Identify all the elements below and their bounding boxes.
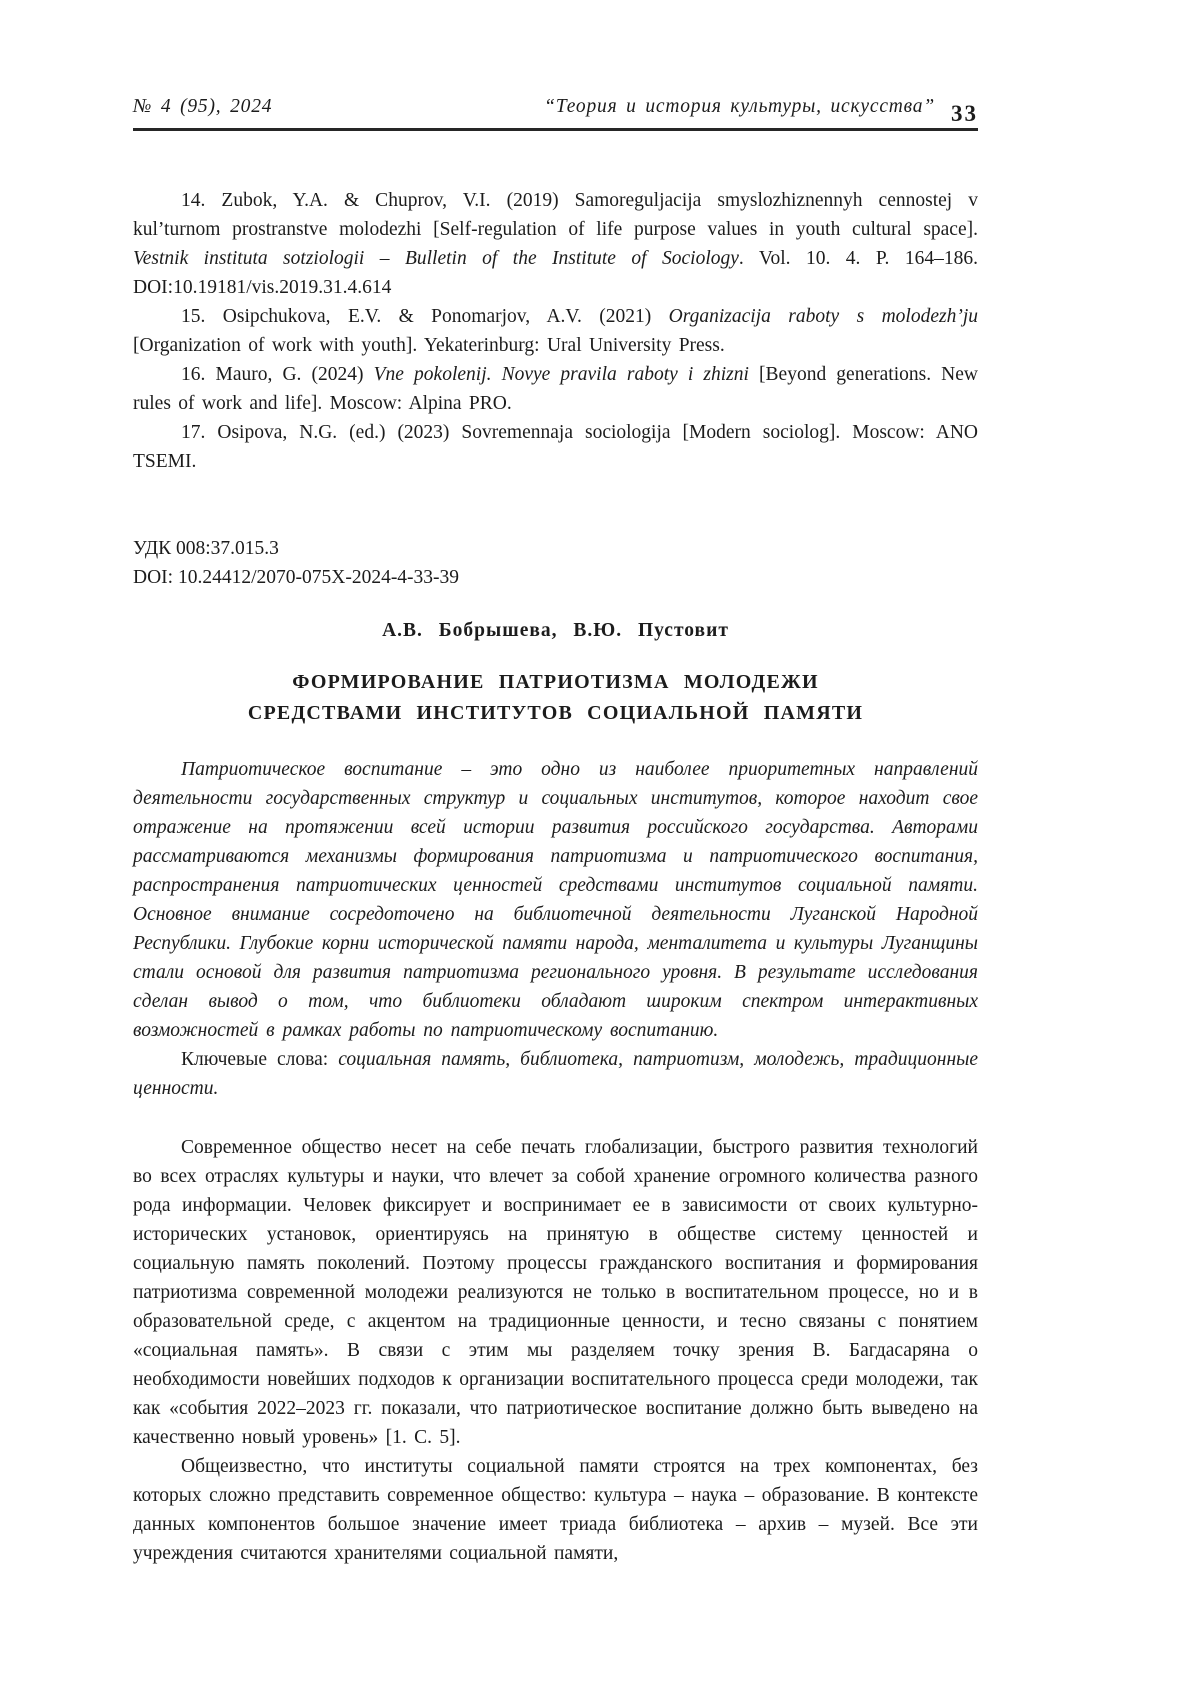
header-rule	[133, 128, 978, 131]
reference-text: 15. Osipchukova, E.V. & Ponomarjov, A.V. (2021)	[181, 306, 669, 327]
abstract-paragraph: Патриотическое воспитание – это одно из наиболее приоритетных направлений деятельности государственных структур и социальных институтов, которое находит свое отражение на протяжении всей истории развития российского государства. Авторами рассматриваются механизмы формирования патриотизма и патриотического воспитания, распространения патриотических ценностей средствами институтов социальной памяти. Основное внимание сосредоточено на библиотечной деятельности Луганской Народной Республики. Глубокие корни исторической памяти народа, менталитета и культуры Луганщины стали основой для развития патриотизма регионального уровня. В результате исследования сделан вывод о том, что библиотеки обладают широким спектром интерактивных возможностей в рамках работы по патриотическому воспитанию.	[133, 759, 978, 1041]
reference-text: [Beyond generations. New rules of work and life]. Moscow: Alpina PRO.	[133, 364, 978, 414]
keywords-label: Ключевые слова:	[181, 1049, 339, 1070]
doi-line: DOI: 10.24412/2070-075X-2024-4-33-39	[133, 567, 460, 588]
keywords-text: социальная память, библиотека, патриотизм, молодежь, традиционные ценности.	[133, 1049, 978, 1099]
article-meta	[133, 534, 978, 592]
journal-title: “Теория и история культуры, искусства”	[544, 96, 935, 117]
article-title	[133, 667, 978, 729]
issue-label: № 4 (95), 2024	[133, 96, 273, 117]
reference-text: 16. Mauro, G. (2024)	[181, 364, 374, 385]
page-content	[133, 0, 978, 1568]
page-header	[133, 0, 978, 131]
body-paragraph-1: Современное общество несет на себе печать глобализации, быстрого развития технологий во всех отраслях культуры и науки, что влечет за собой хранение огромного количества разного рода информации. Человек фиксирует и воспринимает ее в зависимости от своих культурно-исторических установок, ориентируясь на принятую в обществе систему ценностей и социальную память поколений. Поэтому процессы гражданского воспитания и формирования патриотизма современной молодежи реализуются не только в воспитательном процессе, но и в образовательной среде, с акцентом на традиционные ценности, и тесно связаны с понятием «социальная память». В связи с этим мы разделяем точку зрения В. Багдасаряна о необходимости новейших подходов к организации воспитательного процесса среди молодежи, так как «события 2022–2023 гг. показали, что патриотическое воспитание должно быть выведено на качественно новый уровень» [1. С. 5].	[133, 1137, 978, 1448]
reference-text: 14. Zubok, Y.A. & Chuprov, V.I. (2019) Samoreguljacija smyslozhiznennyh cennostej v kul’turnom prostranstve molodezhi [Self-regulation of life purpose values in youth cultural space].	[133, 190, 978, 240]
reference-item	[133, 418, 978, 476]
reference-journal-italic: Vestnik instituta sotziologii – Bulletin of the Institute of Sociology	[133, 248, 739, 269]
title-line-2: СРЕДСТВАМИ ИНСТИТУТОВ СОЦИАЛЬНОЙ ПАМЯТИ	[247, 702, 864, 724]
title-line-1: ФОРМИРОВАНИЕ ПАТРИОТИЗМА МОЛОДЕЖИ	[292, 671, 819, 693]
reference-text: . Vol. 10. 4. P. 164–186. DOI:10.19181/vis.2019.31.4.614	[133, 248, 978, 298]
reference-text: [Organization of work with youth]. Yekaterinburg: Ural University Press.	[133, 335, 725, 356]
keywords-paragraph	[133, 1045, 978, 1103]
references-section	[133, 186, 978, 476]
body-paragraph-2: Общеизвестно, что институты социальной памяти строятся на трех компонентах, без которых сложно представить современное общество: культура – наука – образование. В контексте данных компонентов большое значение имеет триада библиотека – архив – музей. Все эти учреждения считаются хранителями социальной памяти,	[133, 1456, 978, 1564]
reference-title-italic: Vne pokolenij. Novye pravila raboty i zhizni	[373, 364, 749, 385]
reference-item	[133, 360, 978, 418]
udc-line: УДК 008:37.015.3	[133, 538, 279, 559]
authors-line: А.В. Бобрышева, В.Ю. Пустовит	[382, 620, 729, 641]
reference-item	[133, 186, 978, 302]
reference-text: 17. Osipova, N.G. (ed.) (2023) Sovremennaja sociologija [Modern sociolog]. Moscow: ANO TSEMI.	[133, 422, 978, 472]
reference-item	[133, 302, 978, 360]
running-head	[133, 0, 978, 126]
page-number: 33	[951, 101, 978, 126]
reference-title-italic: Organizacija raboty s molodezh’ju	[668, 306, 978, 327]
article-body	[133, 1133, 978, 1568]
